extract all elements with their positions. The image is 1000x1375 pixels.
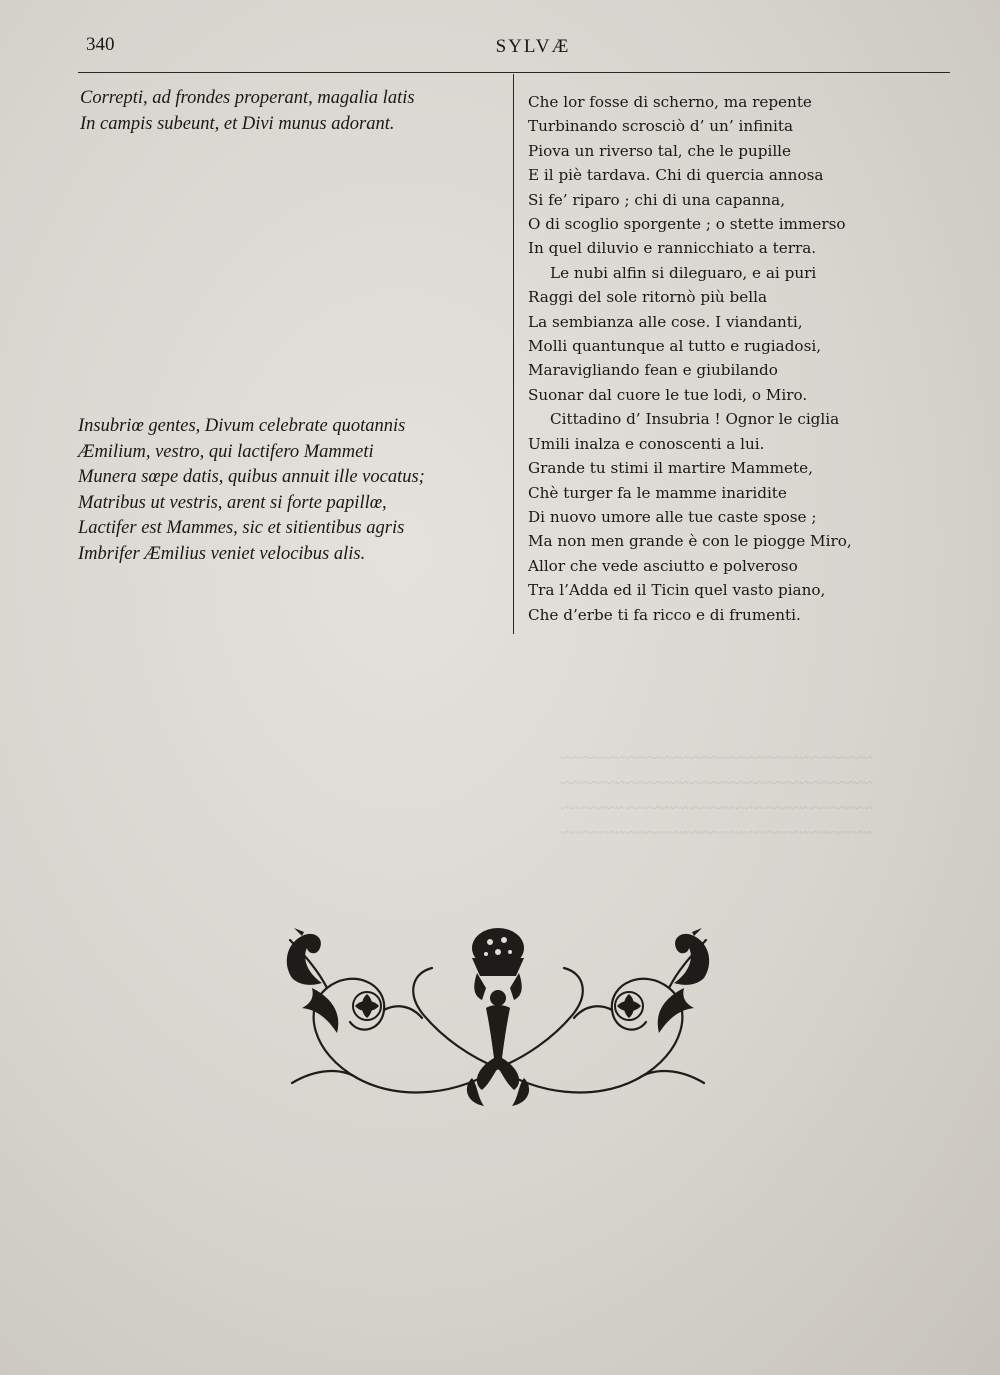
verse: Turbinando scrosciò d’ un’ infinita <box>528 117 794 136</box>
verse: Di nuovo umore alle tue caste spose ; <box>528 507 817 526</box>
verse: Munera sœpe datis, quibus annuit ille vocatus; <box>78 467 425 487</box>
verse: Allor che vede asciutto e polveroso <box>528 556 798 575</box>
verse: In quel diluvio e rannicchiato a terra. <box>528 239 817 258</box>
verse: Lactifer est Mammes, sic et sitientibus agris <box>78 518 405 538</box>
verse: Chè turger fa le mamme inaridite <box>528 483 787 502</box>
header-rule <box>78 72 950 73</box>
verse: Suonar dal cuore le tue lodi, o Miro. <box>528 385 808 404</box>
verse: Imbrifer Æmilius veniet velocibus alis. <box>78 543 366 564</box>
italian-column <box>528 90 948 627</box>
verse: Cittadino d’ Insubria ! Ognor le ciglia <box>550 410 840 429</box>
latin-column <box>78 86 500 564</box>
verse: Molli quantunque al tutto e rugiadosi, <box>528 337 822 356</box>
verse: Le nubi alfin si dileguaro, e ai puri <box>550 263 817 282</box>
verse: Piova un riverso tal, che le pupille <box>528 141 792 160</box>
verse: Correpti, ad frondes properant, magalia latis <box>80 88 415 108</box>
bleed-through-text: ~~~~~~~~~~~~~~~~~~~~~~~~~~~~~~~~~~ <box>560 823 873 842</box>
bleed-through-text: ~~~~~~~~~~~~~~~~~~~~~~~~~~~~~~~~~~ <box>560 773 873 792</box>
verse: Si fe’ riparo ; chi di una capanna, <box>528 190 786 209</box>
verse: La sembianza alle cose. I viandanti, <box>528 312 803 331</box>
latin-stanza-1 <box>80 86 500 137</box>
verse: Che d’erbe ti fa ricco e di frumenti. <box>528 605 801 624</box>
verse: Insubriœ gentes, Divum celebrate quotannis <box>78 416 406 436</box>
mermaid-vignette-icon <box>272 918 724 1110</box>
latin-stanza-2 <box>78 414 498 567</box>
bleed-through-text: ~~~~~~~~~~~~~~~~~~~~~~~~~~~~~~~~~~ <box>560 748 873 767</box>
column-divider <box>513 74 514 634</box>
verse: Raggi del sole ritornò più bella <box>528 288 768 307</box>
page-header <box>78 30 950 70</box>
verse: Che lor fosse di scherno, ma repente <box>528 93 812 111</box>
verse: Æmilium, vestro, qui lactifero Mammeti <box>78 441 374 462</box>
verse: Ma non men grande è con le piogge Miro, <box>528 532 852 551</box>
verse: O di scoglio sporgente ; o stette immerso <box>528 215 846 234</box>
verse: E il piè tardava. Chi di quercia annosa <box>528 166 824 185</box>
verse: Umili inalza e conoscenti a lui. <box>528 434 765 453</box>
verse: Tra l’Adda ed il Ticin quel vasto piano, <box>528 581 826 600</box>
verse: In campis subeunt, et Divi munus adorant. <box>80 113 395 134</box>
verse: Grande tu stimi il martire Mammete, <box>528 459 813 478</box>
verse: Maravigliando fean e giubilando <box>528 361 778 380</box>
verse: Matribus ut vestris, arent si forte papillœ, <box>78 492 387 513</box>
page-number: 340 <box>86 34 115 55</box>
running-title: SYLVÆ <box>495 36 571 57</box>
bleed-through-text: ~~~~~~~~~~~~~~~~~~~~~~~~~~~~~~~~~~ <box>560 798 873 817</box>
